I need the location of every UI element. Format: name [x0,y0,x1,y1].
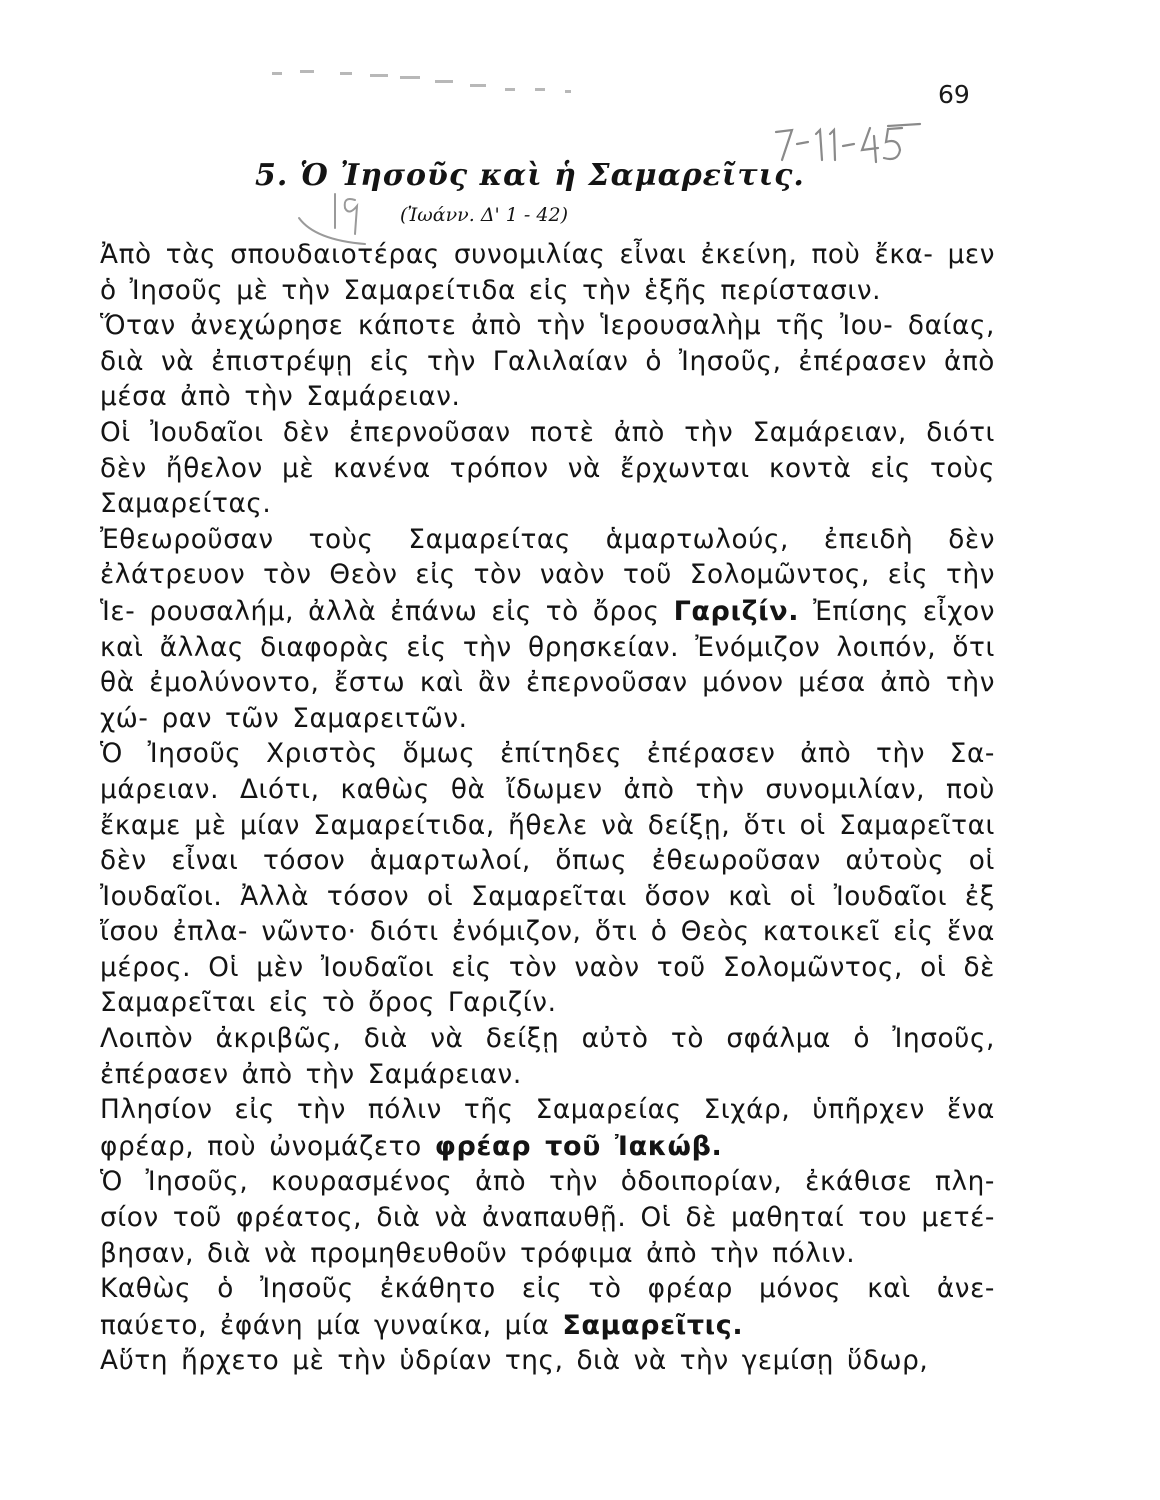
text-line: Πλησίον εἰς τὴν πόλιν τῆς Σαμαρείας Σιχάρ, ὑπῆρχεν ἕνα [100,1095,995,1126]
scan-artifact [535,88,545,91]
paragraph [100,737,995,1022]
text-line: Οἱ Ἰουδαῖοι δὲν ἐπερνοῦσαν ποτὲ ἀπὸ τὴν Σαμάρειαν, [100,417,907,448]
body-text [100,238,995,1380]
text-line: ἐπέρασεν ἀπὸ τὴν Σαμάρειαν. [100,1059,522,1090]
bold-term-samaritan: Σαμαρεῖτις. [562,1309,744,1341]
text-line: μεν ὁ Ἰησοῦς μὲ τὴν Σαμαρείτιδα εἰς τὴν ἑξῆς περίστασιν. [100,240,995,306]
scan-artifact [370,74,388,77]
scan-artifact [565,90,571,93]
text-line: ἀπὸ μέσα ἀπὸ τὴν Σαμάρειαν. [100,346,995,413]
paragraph [100,1165,995,1272]
text-line: ρουσαλήμ, ἀλλὰ ἐπάνω εἰς τὸ ὄρος [149,596,674,627]
text-line: βησαν, διὰ νὰ προμηθευθοῦν τρόφιμα ἀπὸ τὴν πόλιν. [100,1238,856,1269]
text-line: ἄλλας διαφορὰς εἰς τὴν θρησκείαν. Ἐνόμιζον λοιπόν, ὅτι θὰ [100,632,995,699]
text-line: νῶντο· διότι ἐνόμιζον, ὅτι ὁ Θεὸς κατοικεῖ εἰς ἕνα μέρος. Οἱ [100,917,995,983]
scan-artifact [435,80,453,83]
scan-artifact [505,88,515,91]
paragraph [100,1022,995,1093]
scan-artifact [400,76,420,79]
page-number: 69 [938,80,970,109]
text-line: Καθὼς ὁ Ἰησοῦς ἐκάθητο εἰς τὸ φρέαρ μόνος καὶ ἀνε- [100,1274,995,1305]
text-line: Σαμαρείτας. [100,489,272,520]
bold-term-garizin: Γαριζίν. [673,595,800,627]
paragraph [100,523,995,738]
text-line: ἐλάτρευον τὸν Θεὸν εἰς τὸν ναὸν τοῦ Σολομῶντος, εἰς τὴν Ἱε- [100,560,995,627]
text-line: ραν τῶν Σαμαρειτῶν. [161,703,468,734]
paragraph [100,416,995,523]
scan-artifact [300,70,314,73]
paragraph [100,309,995,416]
paragraph [100,238,995,309]
text-line: Ὅταν ἀνεχώρησε κάποτε ἀπὸ τὴν Ἱερουσαλὴμ τῆς Ἰου- [100,311,894,342]
text-line: μὲν Ἰουδαῖοι εἰς τὸν ναὸν τοῦ Σολομῶντος, οἱ δὲ Σαμαρεῖται [100,952,995,1019]
text-line: Ἀπὸ τὰς σπουδαιοτέρας συνομιλίας εἶναι ἐκείνη, ποὺ ἔκα- [100,240,934,270]
scan-artifact [470,84,486,87]
scan-artifact [340,72,352,75]
text-line: ἐμολύνοντο, ἔστω καὶ ἂν ἐπερνοῦσαν μόνον μέσα ἀπὸ τὴν χώ- [100,668,995,734]
text-line: Ὁ Ἰησοῦς, κουρασμένος ἀπὸ τὴν ὁδοιπορίαν, ἐκάθισε πλη- [100,1167,995,1198]
bold-term-well-of-jacob: φρέαρ τοῦ Ἰακώβ. [434,1130,723,1162]
text-line: Ἐθεωροῦσαν τοὺς Σαμαρείτας ἁμαρτωλούς, ἐπειδὴ δὲν [100,524,995,555]
section-title: 5. Ὁ Ἰησοῦς καὶ ἡ Σαμαρεῖτις. [255,158,805,193]
text-line: Ὁ Ἰησοῦς Χριστὸς ὅμως ἐπίτηδες ἐπέρασεν ἀπὸ τὴν Σα- [100,739,995,770]
text-line: Ἀλλὰ τόσον οἱ Σαμαρεῖται ὅσον καὶ οἱ Ἰουδαῖοι ἐξ ἴσου ἐπλα- [100,881,995,948]
text-line: φρέαρ, ποὺ ὠνομάζετο [100,1131,435,1162]
paragraph [100,1093,995,1165]
text-line: μὲ μίαν Σαμαρείτιδα, ἤθελε νὰ δείξῃ, ὅτι οἱ Σαμαρεῖται δὲν [100,810,995,877]
text-line: δαίας, διὰ νὰ ἐπιστρέψῃ εἰς τὴν Γαλιλαίαν ὁ Ἰησοῦς, ἐπέρασεν [100,311,995,377]
text-line: εἶναι τόσον ἁμαρτωλοί, ὅπως ἐθεωροῦσαν αὐτοὺς οἱ Ἰουδαῖοι. [100,846,995,912]
text-line: Λοιπὸν ἀκριβῶς, διὰ νὰ δείξῃ αὐτὸ τὸ σφάλμα ὁ Ἰησοῦς, [100,1024,995,1055]
text-line: παύετο, ἐφάνη μία γυναίκα, μία [100,1310,563,1341]
text-line: εἰς τὸ ὄρος Γαριζίν. [268,988,557,1019]
scan-artifact [272,72,282,75]
scripture-reference: (Ἰωάνν. Δ' 1 - 42) [400,204,568,226]
paragraph [100,1344,995,1380]
paragraph [100,1272,995,1344]
text-line: σίον τοῦ φρέατος, διὰ νὰ ἀναπαυθῇ. Οἱ δὲ μαθηταί του μετέ- [100,1203,995,1234]
text-line: μάρειαν. Διότι, καθὼς θὰ ἴδωμεν ἀπὸ τὴν συνομιλίαν, ποὺ ἔκαμε [100,774,995,841]
text-line: διότι δὲν ἤθελον μὲ κανένα τρόπον νὰ ἔρχωνται κοντὰ εἰς τοὺς [100,417,995,484]
text-line: Αὕτη ἤρχετο μὲ τὴν ὑδρίαν της, διὰ νὰ τὴν γεμίσῃ ὕδωρ, [100,1346,929,1377]
text-line: Ἐπίσης εἶχον καὶ [100,596,995,663]
